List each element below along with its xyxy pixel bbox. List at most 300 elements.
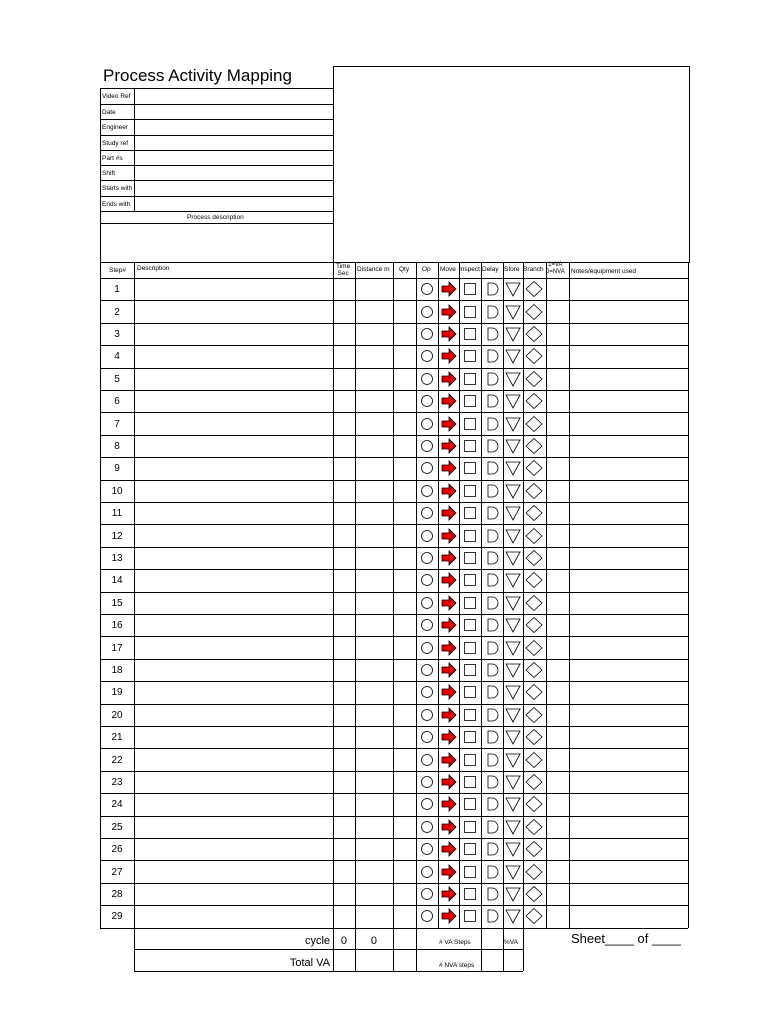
va-cell[interactable] bbox=[547, 436, 568, 456]
time-cell[interactable] bbox=[334, 884, 354, 904]
notes-cell[interactable] bbox=[570, 660, 687, 680]
va-cell[interactable] bbox=[547, 727, 568, 747]
qty-cell[interactable] bbox=[394, 861, 415, 881]
va-cell[interactable] bbox=[547, 817, 568, 837]
circle-icon[interactable] bbox=[419, 640, 435, 656]
notes-cell[interactable] bbox=[570, 817, 687, 837]
notes-cell[interactable] bbox=[570, 682, 687, 702]
va-cell[interactable] bbox=[547, 369, 568, 389]
qty-cell[interactable] bbox=[394, 369, 415, 389]
description-cell[interactable] bbox=[135, 794, 332, 814]
distance-cell[interactable] bbox=[356, 324, 392, 344]
down-triangle-icon[interactable] bbox=[504, 595, 522, 611]
circle-icon[interactable] bbox=[419, 729, 435, 745]
notes-cell[interactable] bbox=[570, 279, 687, 299]
diamond-icon[interactable] bbox=[525, 438, 543, 454]
description-cell[interactable] bbox=[135, 548, 332, 568]
down-triangle-icon[interactable] bbox=[504, 416, 522, 432]
description-cell[interactable] bbox=[135, 525, 332, 545]
circle-icon[interactable] bbox=[419, 460, 435, 476]
red-arrow-icon[interactable] bbox=[440, 684, 458, 700]
va-cell[interactable] bbox=[547, 705, 568, 725]
down-triangle-icon[interactable] bbox=[504, 908, 522, 924]
diamond-icon[interactable] bbox=[525, 640, 543, 656]
time-cell[interactable] bbox=[334, 660, 354, 680]
description-cell[interactable] bbox=[135, 324, 332, 344]
circle-icon[interactable] bbox=[419, 774, 435, 790]
va-cell[interactable] bbox=[547, 682, 568, 702]
diamond-icon[interactable] bbox=[525, 483, 543, 499]
qty-cell[interactable] bbox=[394, 279, 415, 299]
qty-cell[interactable] bbox=[394, 481, 415, 501]
diamond-icon[interactable] bbox=[525, 528, 543, 544]
distance-cell[interactable] bbox=[356, 705, 392, 725]
square-icon[interactable] bbox=[462, 371, 478, 387]
circle-icon[interactable] bbox=[419, 438, 435, 454]
d-shape-icon[interactable] bbox=[484, 550, 500, 566]
circle-icon[interactable] bbox=[419, 908, 435, 924]
description-cell[interactable] bbox=[135, 301, 332, 321]
qty-cell[interactable] bbox=[394, 727, 415, 747]
diamond-icon[interactable] bbox=[525, 326, 543, 342]
circle-icon[interactable] bbox=[419, 886, 435, 902]
va-cell[interactable] bbox=[547, 660, 568, 680]
circle-icon[interactable] bbox=[419, 281, 435, 297]
square-icon[interactable] bbox=[462, 393, 478, 409]
circle-icon[interactable] bbox=[419, 348, 435, 364]
description-cell[interactable] bbox=[135, 637, 332, 657]
notes-cell[interactable] bbox=[570, 436, 687, 456]
time-cell[interactable] bbox=[334, 391, 354, 411]
description-cell[interactable] bbox=[135, 570, 332, 590]
distance-cell[interactable] bbox=[356, 570, 392, 590]
description-cell[interactable] bbox=[135, 884, 332, 904]
d-shape-icon[interactable] bbox=[484, 438, 500, 454]
red-arrow-icon[interactable] bbox=[440, 662, 458, 678]
notes-cell[interactable] bbox=[570, 481, 687, 501]
notes-cell[interactable] bbox=[570, 525, 687, 545]
description-cell[interactable] bbox=[135, 279, 332, 299]
down-triangle-icon[interactable] bbox=[504, 752, 522, 768]
description-cell[interactable] bbox=[135, 413, 332, 433]
qty-cell[interactable] bbox=[394, 772, 415, 792]
time-cell[interactable] bbox=[334, 615, 354, 635]
time-cell[interactable] bbox=[334, 906, 354, 926]
square-icon[interactable] bbox=[462, 841, 478, 857]
red-arrow-icon[interactable] bbox=[440, 640, 458, 656]
diamond-icon[interactable] bbox=[525, 460, 543, 476]
d-shape-icon[interactable] bbox=[484, 281, 500, 297]
square-icon[interactable] bbox=[462, 864, 478, 880]
square-icon[interactable] bbox=[462, 572, 478, 588]
va-cell[interactable] bbox=[547, 772, 568, 792]
diamond-icon[interactable] bbox=[525, 572, 543, 588]
circle-icon[interactable] bbox=[419, 684, 435, 700]
va-cell[interactable] bbox=[547, 279, 568, 299]
diamond-icon[interactable] bbox=[525, 796, 543, 812]
down-triangle-icon[interactable] bbox=[504, 572, 522, 588]
red-arrow-icon[interactable] bbox=[440, 505, 458, 521]
qty-cell[interactable] bbox=[394, 346, 415, 366]
d-shape-icon[interactable] bbox=[484, 752, 500, 768]
qty-cell[interactable] bbox=[394, 705, 415, 725]
notes-cell[interactable] bbox=[570, 301, 687, 321]
va-cell[interactable] bbox=[547, 637, 568, 657]
d-shape-icon[interactable] bbox=[484, 796, 500, 812]
down-triangle-icon[interactable] bbox=[504, 662, 522, 678]
red-arrow-icon[interactable] bbox=[440, 371, 458, 387]
notes-cell[interactable] bbox=[570, 346, 687, 366]
square-icon[interactable] bbox=[462, 326, 478, 342]
red-arrow-icon[interactable] bbox=[440, 528, 458, 544]
description-cell[interactable] bbox=[135, 727, 332, 747]
down-triangle-icon[interactable] bbox=[504, 796, 522, 812]
time-cell[interactable] bbox=[334, 548, 354, 568]
diamond-icon[interactable] bbox=[525, 707, 543, 723]
time-cell[interactable] bbox=[334, 481, 354, 501]
description-cell[interactable] bbox=[135, 861, 332, 881]
qty-cell[interactable] bbox=[394, 817, 415, 837]
notes-cell[interactable] bbox=[570, 503, 687, 523]
distance-cell[interactable] bbox=[356, 682, 392, 702]
notes-cell[interactable] bbox=[570, 413, 687, 433]
notes-cell[interactable] bbox=[570, 772, 687, 792]
d-shape-icon[interactable] bbox=[484, 483, 500, 499]
va-cell[interactable] bbox=[547, 861, 568, 881]
d-shape-icon[interactable] bbox=[484, 505, 500, 521]
qty-cell[interactable] bbox=[394, 615, 415, 635]
description-cell[interactable] bbox=[135, 593, 332, 613]
description-cell[interactable] bbox=[135, 682, 332, 702]
down-triangle-icon[interactable] bbox=[504, 819, 522, 835]
d-shape-icon[interactable] bbox=[484, 640, 500, 656]
circle-icon[interactable] bbox=[419, 617, 435, 633]
va-cell[interactable] bbox=[547, 794, 568, 814]
time-cell[interactable] bbox=[334, 861, 354, 881]
square-icon[interactable] bbox=[462, 774, 478, 790]
notes-cell[interactable] bbox=[570, 369, 687, 389]
time-cell[interactable] bbox=[334, 772, 354, 792]
distance-cell[interactable] bbox=[356, 727, 392, 747]
time-cell[interactable] bbox=[334, 749, 354, 769]
red-arrow-icon[interactable] bbox=[440, 819, 458, 835]
notes-cell[interactable] bbox=[570, 458, 687, 478]
square-icon[interactable] bbox=[462, 819, 478, 835]
distance-cell[interactable] bbox=[356, 794, 392, 814]
distance-cell[interactable] bbox=[356, 436, 392, 456]
red-arrow-icon[interactable] bbox=[440, 707, 458, 723]
d-shape-icon[interactable] bbox=[484, 460, 500, 476]
qty-cell[interactable] bbox=[394, 749, 415, 769]
red-arrow-icon[interactable] bbox=[440, 281, 458, 297]
square-icon[interactable] bbox=[462, 348, 478, 364]
d-shape-icon[interactable] bbox=[484, 393, 500, 409]
distance-cell[interactable] bbox=[356, 615, 392, 635]
va-cell[interactable] bbox=[547, 570, 568, 590]
red-arrow-icon[interactable] bbox=[440, 595, 458, 611]
square-icon[interactable] bbox=[462, 752, 478, 768]
header-field-value[interactable] bbox=[135, 151, 332, 164]
va-cell[interactable] bbox=[547, 548, 568, 568]
distance-cell[interactable] bbox=[356, 481, 392, 501]
diamond-icon[interactable] bbox=[525, 393, 543, 409]
qty-cell[interactable] bbox=[394, 525, 415, 545]
circle-icon[interactable] bbox=[419, 841, 435, 857]
down-triangle-icon[interactable] bbox=[504, 864, 522, 880]
diamond-icon[interactable] bbox=[525, 281, 543, 297]
qty-cell[interactable] bbox=[394, 458, 415, 478]
notes-cell[interactable] bbox=[570, 861, 687, 881]
red-arrow-icon[interactable] bbox=[440, 460, 458, 476]
notes-cell[interactable] bbox=[570, 839, 687, 859]
description-cell[interactable] bbox=[135, 660, 332, 680]
red-arrow-icon[interactable] bbox=[440, 908, 458, 924]
time-cell[interactable] bbox=[334, 794, 354, 814]
diamond-icon[interactable] bbox=[525, 550, 543, 566]
square-icon[interactable] bbox=[462, 617, 478, 633]
circle-icon[interactable] bbox=[419, 796, 435, 812]
notes-cell[interactable] bbox=[570, 548, 687, 568]
circle-icon[interactable] bbox=[419, 483, 435, 499]
red-arrow-icon[interactable] bbox=[440, 796, 458, 812]
diamond-icon[interactable] bbox=[525, 595, 543, 611]
distance-cell[interactable] bbox=[356, 772, 392, 792]
header-field-value[interactable] bbox=[135, 166, 332, 179]
d-shape-icon[interactable] bbox=[484, 528, 500, 544]
square-icon[interactable] bbox=[462, 505, 478, 521]
description-cell[interactable] bbox=[135, 906, 332, 926]
time-cell[interactable] bbox=[334, 705, 354, 725]
square-icon[interactable] bbox=[462, 662, 478, 678]
d-shape-icon[interactable] bbox=[484, 841, 500, 857]
notes-cell[interactable] bbox=[570, 593, 687, 613]
va-cell[interactable] bbox=[547, 481, 568, 501]
red-arrow-icon[interactable] bbox=[440, 416, 458, 432]
header-field-value[interactable] bbox=[135, 120, 332, 134]
red-arrow-icon[interactable] bbox=[440, 729, 458, 745]
description-cell[interactable] bbox=[135, 481, 332, 501]
red-arrow-icon[interactable] bbox=[440, 348, 458, 364]
d-shape-icon[interactable] bbox=[484, 729, 500, 745]
va-cell[interactable] bbox=[547, 413, 568, 433]
d-shape-icon[interactable] bbox=[484, 662, 500, 678]
distance-cell[interactable] bbox=[356, 346, 392, 366]
square-icon[interactable] bbox=[462, 281, 478, 297]
diamond-icon[interactable] bbox=[525, 348, 543, 364]
d-shape-icon[interactable] bbox=[484, 416, 500, 432]
diamond-icon[interactable] bbox=[525, 662, 543, 678]
time-cell[interactable] bbox=[334, 593, 354, 613]
down-triangle-icon[interactable] bbox=[504, 326, 522, 342]
time-cell[interactable] bbox=[334, 637, 354, 657]
distance-cell[interactable] bbox=[356, 839, 392, 859]
qty-cell[interactable] bbox=[394, 906, 415, 926]
description-cell[interactable] bbox=[135, 436, 332, 456]
description-cell[interactable] bbox=[135, 346, 332, 366]
down-triangle-icon[interactable] bbox=[504, 617, 522, 633]
red-arrow-icon[interactable] bbox=[440, 483, 458, 499]
square-icon[interactable] bbox=[462, 595, 478, 611]
d-shape-icon[interactable] bbox=[484, 819, 500, 835]
down-triangle-icon[interactable] bbox=[504, 371, 522, 387]
va-cell[interactable] bbox=[547, 391, 568, 411]
time-cell[interactable] bbox=[334, 570, 354, 590]
square-icon[interactable] bbox=[462, 908, 478, 924]
diamond-icon[interactable] bbox=[525, 841, 543, 857]
notes-cell[interactable] bbox=[570, 570, 687, 590]
distance-cell[interactable] bbox=[356, 548, 392, 568]
va-cell[interactable] bbox=[547, 525, 568, 545]
va-cell[interactable] bbox=[547, 839, 568, 859]
qty-cell[interactable] bbox=[394, 391, 415, 411]
distance-cell[interactable] bbox=[356, 369, 392, 389]
circle-icon[interactable] bbox=[419, 864, 435, 880]
circle-icon[interactable] bbox=[419, 662, 435, 678]
qty-cell[interactable] bbox=[394, 682, 415, 702]
down-triangle-icon[interactable] bbox=[504, 729, 522, 745]
header-field-value[interactable] bbox=[135, 105, 332, 118]
distance-cell[interactable] bbox=[356, 413, 392, 433]
time-cell[interactable] bbox=[334, 817, 354, 837]
header-field-value[interactable] bbox=[135, 181, 332, 195]
va-cell[interactable] bbox=[547, 615, 568, 635]
down-triangle-icon[interactable] bbox=[504, 640, 522, 656]
va-cell[interactable] bbox=[547, 301, 568, 321]
header-field-value[interactable] bbox=[135, 197, 332, 210]
distance-cell[interactable] bbox=[356, 391, 392, 411]
notes-cell[interactable] bbox=[570, 727, 687, 747]
circle-icon[interactable] bbox=[419, 819, 435, 835]
diamond-icon[interactable] bbox=[525, 371, 543, 387]
down-triangle-icon[interactable] bbox=[504, 528, 522, 544]
description-cell[interactable] bbox=[135, 772, 332, 792]
square-icon[interactable] bbox=[462, 707, 478, 723]
distance-cell[interactable] bbox=[356, 660, 392, 680]
qty-cell[interactable] bbox=[394, 637, 415, 657]
circle-icon[interactable] bbox=[419, 707, 435, 723]
down-triangle-icon[interactable] bbox=[504, 684, 522, 700]
qty-cell[interactable] bbox=[394, 436, 415, 456]
qty-cell[interactable] bbox=[394, 503, 415, 523]
circle-icon[interactable] bbox=[419, 752, 435, 768]
distance-cell[interactable] bbox=[356, 749, 392, 769]
notes-cell[interactable] bbox=[570, 705, 687, 725]
square-icon[interactable] bbox=[462, 886, 478, 902]
red-arrow-icon[interactable] bbox=[440, 841, 458, 857]
header-field-value[interactable] bbox=[135, 89, 332, 103]
diamond-icon[interactable] bbox=[525, 864, 543, 880]
notes-cell[interactable] bbox=[570, 794, 687, 814]
red-arrow-icon[interactable] bbox=[440, 438, 458, 454]
circle-icon[interactable] bbox=[419, 550, 435, 566]
d-shape-icon[interactable] bbox=[484, 886, 500, 902]
qty-cell[interactable] bbox=[394, 570, 415, 590]
time-cell[interactable] bbox=[334, 436, 354, 456]
d-shape-icon[interactable] bbox=[484, 684, 500, 700]
notes-cell[interactable] bbox=[570, 637, 687, 657]
va-cell[interactable] bbox=[547, 458, 568, 478]
square-icon[interactable] bbox=[462, 460, 478, 476]
circle-icon[interactable] bbox=[419, 416, 435, 432]
diamond-icon[interactable] bbox=[525, 416, 543, 432]
square-icon[interactable] bbox=[462, 416, 478, 432]
distance-cell[interactable] bbox=[356, 637, 392, 657]
d-shape-icon[interactable] bbox=[484, 707, 500, 723]
circle-icon[interactable] bbox=[419, 572, 435, 588]
d-shape-icon[interactable] bbox=[484, 617, 500, 633]
time-cell[interactable] bbox=[334, 458, 354, 478]
description-cell[interactable] bbox=[135, 503, 332, 523]
down-triangle-icon[interactable] bbox=[504, 460, 522, 476]
va-cell[interactable] bbox=[547, 884, 568, 904]
description-cell[interactable] bbox=[135, 817, 332, 837]
d-shape-icon[interactable] bbox=[484, 774, 500, 790]
distance-cell[interactable] bbox=[356, 525, 392, 545]
circle-icon[interactable] bbox=[419, 326, 435, 342]
red-arrow-icon[interactable] bbox=[440, 393, 458, 409]
square-icon[interactable] bbox=[462, 483, 478, 499]
down-triangle-icon[interactable] bbox=[504, 393, 522, 409]
square-icon[interactable] bbox=[462, 796, 478, 812]
red-arrow-icon[interactable] bbox=[440, 752, 458, 768]
distance-cell[interactable] bbox=[356, 817, 392, 837]
description-cell[interactable] bbox=[135, 749, 332, 769]
down-triangle-icon[interactable] bbox=[504, 707, 522, 723]
diamond-icon[interactable] bbox=[525, 617, 543, 633]
distance-cell[interactable] bbox=[356, 458, 392, 478]
circle-icon[interactable] bbox=[419, 595, 435, 611]
qty-cell[interactable] bbox=[394, 593, 415, 613]
circle-icon[interactable] bbox=[419, 528, 435, 544]
circle-icon[interactable] bbox=[419, 505, 435, 521]
distance-cell[interactable] bbox=[356, 301, 392, 321]
down-triangle-icon[interactable] bbox=[504, 438, 522, 454]
circle-icon[interactable] bbox=[419, 393, 435, 409]
va-cell[interactable] bbox=[547, 324, 568, 344]
d-shape-icon[interactable] bbox=[484, 304, 500, 320]
red-arrow-icon[interactable] bbox=[440, 304, 458, 320]
circle-icon[interactable] bbox=[419, 371, 435, 387]
distance-cell[interactable] bbox=[356, 884, 392, 904]
qty-cell[interactable] bbox=[394, 324, 415, 344]
diamond-icon[interactable] bbox=[525, 304, 543, 320]
qty-cell[interactable] bbox=[394, 548, 415, 568]
time-cell[interactable] bbox=[334, 525, 354, 545]
description-cell[interactable] bbox=[135, 705, 332, 725]
square-icon[interactable] bbox=[462, 550, 478, 566]
down-triangle-icon[interactable] bbox=[504, 886, 522, 902]
down-triangle-icon[interactable] bbox=[504, 841, 522, 857]
notes-cell[interactable] bbox=[570, 906, 687, 926]
d-shape-icon[interactable] bbox=[484, 348, 500, 364]
notes-box[interactable] bbox=[333, 66, 690, 263]
description-cell[interactable] bbox=[135, 458, 332, 478]
qty-cell[interactable] bbox=[394, 839, 415, 859]
time-cell[interactable] bbox=[334, 503, 354, 523]
description-cell[interactable] bbox=[135, 369, 332, 389]
d-shape-icon[interactable] bbox=[484, 595, 500, 611]
description-cell[interactable] bbox=[135, 839, 332, 859]
down-triangle-icon[interactable] bbox=[504, 774, 522, 790]
va-cell[interactable] bbox=[547, 749, 568, 769]
circle-icon[interactable] bbox=[419, 304, 435, 320]
red-arrow-icon[interactable] bbox=[440, 617, 458, 633]
notes-cell[interactable] bbox=[570, 884, 687, 904]
time-cell[interactable] bbox=[334, 682, 354, 702]
time-cell[interactable] bbox=[334, 301, 354, 321]
time-cell[interactable] bbox=[334, 324, 354, 344]
distance-cell[interactable] bbox=[356, 503, 392, 523]
